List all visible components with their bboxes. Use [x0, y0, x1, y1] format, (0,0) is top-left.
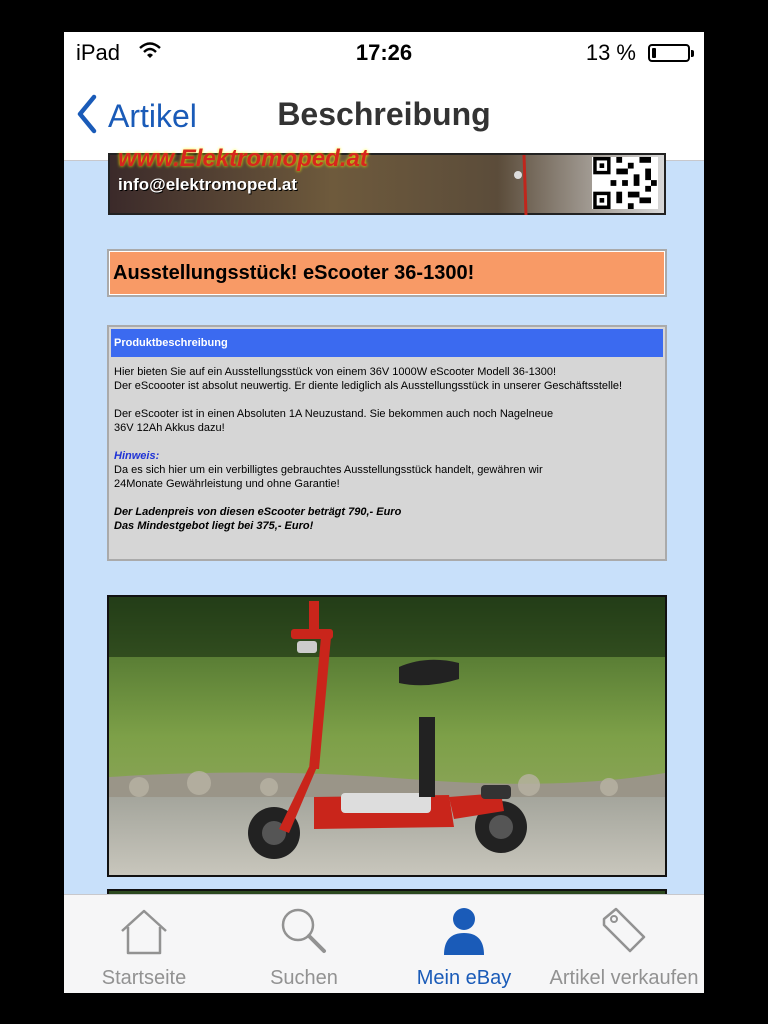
- listing-headline-text: Ausstellungsstück! eScooter 36-1300!: [110, 252, 664, 294]
- tab-bar: [64, 894, 704, 993]
- product-description-header: Produktbeschreibung: [111, 329, 663, 357]
- banner-moped-picture: [510, 155, 540, 215]
- search-icon: [276, 905, 332, 962]
- person-icon: [436, 905, 492, 962]
- scooter-photo[interactable]: [107, 595, 667, 877]
- banner-email: info@elektromoped.at: [118, 175, 298, 194]
- tab-label: Startseite: [101, 967, 187, 989]
- description-line: 24Monate Gewährleistung und ohne Garantie!: [114, 478, 340, 490]
- back-button-label: Artikel: [108, 97, 197, 134]
- ipad-screen: [64, 32, 704, 992]
- description-line: Der eScoooter ist absolut neuwertig. Er diente lediglich als Ausstellungsstück in unserer Geschäftsstelle!: [114, 380, 623, 392]
- home-icon: [116, 905, 172, 962]
- page-title: Beschreibung: [277, 96, 491, 132]
- tab-label: Artikel verkaufen: [549, 967, 699, 989]
- product-description-box: [107, 325, 667, 561]
- status-bar: [64, 32, 704, 72]
- tag-icon: [596, 905, 652, 962]
- description-line: 36V 12Ah Akkus dazu!: [114, 422, 225, 434]
- description-line: Da es sich hier um ein verbilligtes gebrauchtes Ausstellungsstück handelt, gewähren wir: [114, 464, 543, 476]
- tab-label: Suchen: [270, 967, 338, 989]
- hinweis-label: Hinweis:: [114, 450, 160, 462]
- price-info-line: Das Mindestgebot liegt bei 375,- Euro!: [114, 520, 314, 532]
- tab-suchen[interactable]: [224, 895, 384, 993]
- tab-mein-ebay[interactable]: [384, 895, 544, 993]
- description-webview[interactable]: [64, 145, 704, 894]
- description-line: Hier bieten Sie auf ein Ausstellungsstück von einem 36V 1000W eScooter Modell 36-1300!: [114, 366, 557, 378]
- tab-startseite[interactable]: [64, 895, 224, 993]
- tab-artikel-verkaufen[interactable]: [544, 895, 704, 993]
- qr-code-icon: [592, 157, 658, 209]
- description-line: Der eScooter ist in einen Absoluten 1A Neuzustand. Sie bekommen auch noch Nagelneue: [114, 408, 554, 420]
- listing-headline: [107, 249, 667, 297]
- tab-label: Mein eBay: [416, 967, 512, 989]
- battery-percent-label: 13 %: [585, 40, 636, 65]
- banner-site-text: www.Elektromoped.at: [118, 145, 368, 172]
- battery-icon: [648, 44, 690, 62]
- battery-level: [652, 48, 656, 58]
- clock-label: 17:26: [355, 40, 413, 65]
- price-info-line: Der Ladenpreis von diesen eScooter beträgt 790,- Euro: [114, 506, 402, 518]
- carrier-label: iPad: [76, 40, 121, 65]
- shop-banner-image: [108, 145, 666, 215]
